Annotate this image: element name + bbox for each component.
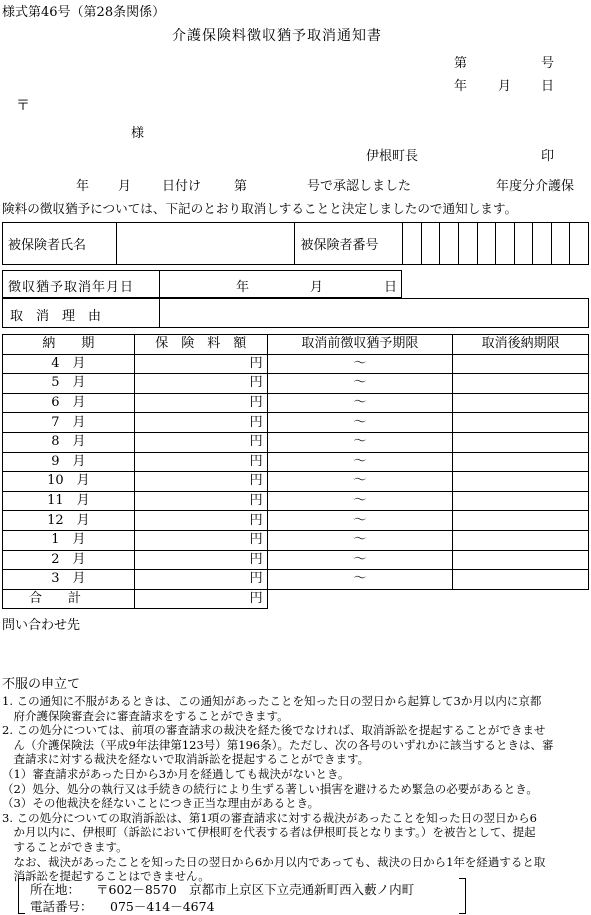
after-deadline-cell bbox=[453, 354, 589, 374]
issuer: 伊根町長 bbox=[366, 149, 419, 164]
table-row bbox=[3, 374, 589, 394]
table-row bbox=[3, 550, 589, 570]
phone-value: 075－414－4674 bbox=[110, 899, 215, 914]
month-label: 7 月 bbox=[3, 413, 135, 433]
page-title: 介護保険料徴収猶予取消通知書 bbox=[172, 28, 382, 44]
appeal-title: 不服の申立て bbox=[2, 677, 81, 692]
body-year: 年 bbox=[76, 179, 90, 194]
insured-number-cell bbox=[551, 223, 570, 265]
total-row bbox=[3, 589, 589, 609]
after-deadline-cell bbox=[453, 530, 589, 550]
phone-label: 電話番号： bbox=[30, 899, 93, 914]
month-label: 4 月 bbox=[3, 354, 135, 374]
month-label: 5 月 bbox=[3, 374, 135, 394]
seal-mark: 印 bbox=[541, 149, 555, 164]
cancel-date-label: 徴収猶予取消年月日 bbox=[8, 280, 135, 295]
insured-number-cell bbox=[496, 223, 515, 265]
contact-box bbox=[18, 878, 466, 914]
insured-number-cell bbox=[403, 223, 422, 265]
table-row bbox=[3, 511, 589, 531]
empty-cell bbox=[267, 589, 453, 609]
body-fiscal: 年度分介護保 bbox=[496, 179, 575, 194]
tilde-mark: 〜 bbox=[267, 374, 453, 394]
col-header-after: 取消後納期限 bbox=[453, 335, 589, 355]
tilde-mark: 〜 bbox=[267, 393, 453, 413]
insured-number-cell bbox=[421, 223, 440, 265]
col-header-amount: 保 険 料 額 bbox=[134, 335, 267, 355]
month-label: 12 月 bbox=[3, 511, 135, 531]
postal-mark: 〒 bbox=[16, 98, 30, 114]
tilde-mark: 〜 bbox=[267, 354, 453, 374]
after-deadline-cell bbox=[453, 432, 589, 452]
month-label: 10 月 bbox=[3, 472, 135, 492]
col-header-before: 取消前徴収猶予期限 bbox=[267, 335, 453, 355]
insured-number-cell bbox=[477, 223, 496, 265]
tilde-mark: 〜 bbox=[267, 550, 453, 570]
insured-number-cell bbox=[570, 223, 589, 265]
total-label: 合 計 bbox=[3, 589, 135, 609]
doc-number-suffix: 号 bbox=[541, 56, 555, 71]
note-line: なお、裁決があったことを知った日の翌日から6か月以内であっても、裁決の日から1年を経過すると取 bbox=[2, 854, 546, 869]
tilde-mark: 〜 bbox=[267, 432, 453, 452]
tilde-mark: 〜 bbox=[267, 472, 453, 492]
after-deadline-cell bbox=[453, 393, 589, 413]
table-row bbox=[3, 413, 589, 433]
insured-name-label: 被保険者氏名 bbox=[3, 223, 117, 265]
yen-unit: 円 bbox=[134, 432, 267, 452]
yen-unit: 円 bbox=[134, 550, 267, 570]
table-row bbox=[3, 472, 589, 492]
monthly-premium-table bbox=[2, 334, 589, 609]
inquiry-label: 問い合わせ先 bbox=[2, 618, 81, 633]
month-label: 2 月 bbox=[3, 550, 135, 570]
month-label: 9 月 bbox=[3, 452, 135, 472]
note-line: （1）審査請求があった日から3か月を経過しても裁決がないとき。 bbox=[2, 766, 350, 781]
insured-name-field bbox=[116, 223, 294, 265]
body-text: 険料の徴収猶予については、下記のとおり取消しすることと決定しましたので通知します。 bbox=[2, 201, 518, 216]
cancel-date-month: 月 bbox=[310, 280, 324, 295]
note-line: することができます。 bbox=[2, 839, 128, 854]
address-label: 所在地： bbox=[30, 882, 81, 897]
tilde-mark: 〜 bbox=[267, 491, 453, 511]
note-line: 1. この通知に不服があるときは、この通知があったことを知った日の翌日から起算して3か月以内に京都 bbox=[2, 694, 542, 708]
after-deadline-cell bbox=[453, 413, 589, 433]
table-row bbox=[3, 354, 589, 374]
insured-number-label: 被保険者番号 bbox=[294, 223, 403, 265]
yen-unit: 円 bbox=[134, 530, 267, 550]
note-line: 2. この処分については、前項の審査請求の裁決を経た後でなければ、取消訴訟を提起することができませ bbox=[2, 723, 546, 738]
note-line: か月以内に、伊根町（訴訟において伊根町を代表する者は伊根町長となります。）を被告として、提起 bbox=[2, 825, 536, 840]
table-row bbox=[3, 491, 589, 511]
yen-unit: 円 bbox=[134, 413, 267, 433]
doc-number-prefix: 第 bbox=[454, 56, 468, 71]
body-month: 月 bbox=[118, 179, 132, 194]
cancel-date-box bbox=[2, 270, 402, 298]
note-line: （2）処分、処分の執行又は手続きの続行により生ずる著しい損害を避けるため緊急の必要があるとき。 bbox=[2, 781, 538, 796]
empty-cell bbox=[453, 589, 589, 609]
note-line: 府介護保険審査会に審査請求をすることができます。 bbox=[2, 708, 289, 723]
insured-number-cell bbox=[459, 223, 478, 265]
yen-unit: 円 bbox=[134, 393, 267, 413]
note-line: ん（介護保険法（平成9年法律第123号）第196条）。ただし、次の各号のいずれかに該当するときは、審 bbox=[2, 737, 554, 752]
note-line: 3. この処分についての取消訴訟は、第1項の審査請求に対する裁決があったことを知った日の翌日から6 bbox=[2, 810, 537, 825]
table-row bbox=[3, 570, 589, 590]
cancel-reason-box bbox=[2, 298, 589, 328]
month-label: 1 月 bbox=[3, 530, 135, 550]
tilde-mark: 〜 bbox=[267, 511, 453, 531]
month-label: 3 月 bbox=[3, 570, 135, 590]
table-row bbox=[3, 452, 589, 472]
divider bbox=[159, 271, 160, 297]
tilde-mark: 〜 bbox=[267, 413, 453, 433]
yen-unit: 円 bbox=[134, 374, 267, 394]
after-deadline-cell bbox=[453, 452, 589, 472]
month-label: 11 月 bbox=[3, 491, 135, 511]
bracket-left bbox=[18, 878, 25, 914]
insured-number-cell bbox=[533, 223, 552, 265]
yen-unit: 円 bbox=[134, 472, 267, 492]
after-deadline-cell bbox=[453, 550, 589, 570]
month-label: 8 月 bbox=[3, 432, 135, 452]
insured-number-cell bbox=[440, 223, 459, 265]
date-month: 月 bbox=[498, 79, 512, 94]
after-deadline-cell bbox=[453, 511, 589, 531]
insured-number-cell bbox=[514, 223, 533, 265]
cancel-date-year: 年 bbox=[236, 280, 250, 295]
after-deadline-cell bbox=[453, 570, 589, 590]
tilde-mark: 〜 bbox=[267, 452, 453, 472]
tilde-mark: 〜 bbox=[267, 570, 453, 590]
yen-unit: 円 bbox=[134, 511, 267, 531]
divider bbox=[159, 299, 160, 327]
address-value: 〒602－8570 京都市上京区下立売通新町西入藪ノ内町 bbox=[96, 882, 415, 897]
date-day: 日 bbox=[541, 79, 555, 94]
honorific: 様 bbox=[131, 126, 145, 141]
yen-unit: 円 bbox=[134, 452, 267, 472]
after-deadline-cell bbox=[453, 491, 589, 511]
yen-unit: 円 bbox=[134, 354, 267, 374]
date-year: 年 bbox=[454, 79, 468, 94]
note-line: 消訴訟を提起することはできません。 bbox=[2, 869, 210, 884]
yen-unit: 円 bbox=[134, 570, 267, 590]
cancel-reason-label: 取 消 理 由 bbox=[10, 309, 102, 324]
appeal-notes bbox=[2, 694, 589, 884]
after-deadline-cell bbox=[453, 374, 589, 394]
form-number: 様式第46号（第28条関係） bbox=[2, 5, 166, 20]
insured-info-table bbox=[2, 222, 589, 265]
note-line: 査請求に対する裁決を経ないで取消訴訟を提起することができます。 bbox=[2, 752, 370, 767]
cancel-date-day: 日 bbox=[384, 280, 398, 295]
table-row bbox=[3, 432, 589, 452]
table-row bbox=[3, 530, 589, 550]
body-approved: 号で承認しました bbox=[307, 179, 412, 194]
after-deadline-cell bbox=[453, 472, 589, 492]
yen-unit: 円 bbox=[134, 589, 267, 609]
yen-unit: 円 bbox=[134, 491, 267, 511]
body-dated: 日付け bbox=[162, 179, 202, 194]
bracket-right bbox=[459, 878, 466, 914]
col-header-period: 納 期 bbox=[3, 335, 135, 355]
month-label: 6 月 bbox=[3, 393, 135, 413]
body-no-prefix: 第 bbox=[234, 179, 248, 194]
tilde-mark: 〜 bbox=[267, 530, 453, 550]
note-line: （3）その他裁決を経ないことにつき正当な理由があるとき。 bbox=[2, 796, 320, 811]
table-row bbox=[3, 393, 589, 413]
